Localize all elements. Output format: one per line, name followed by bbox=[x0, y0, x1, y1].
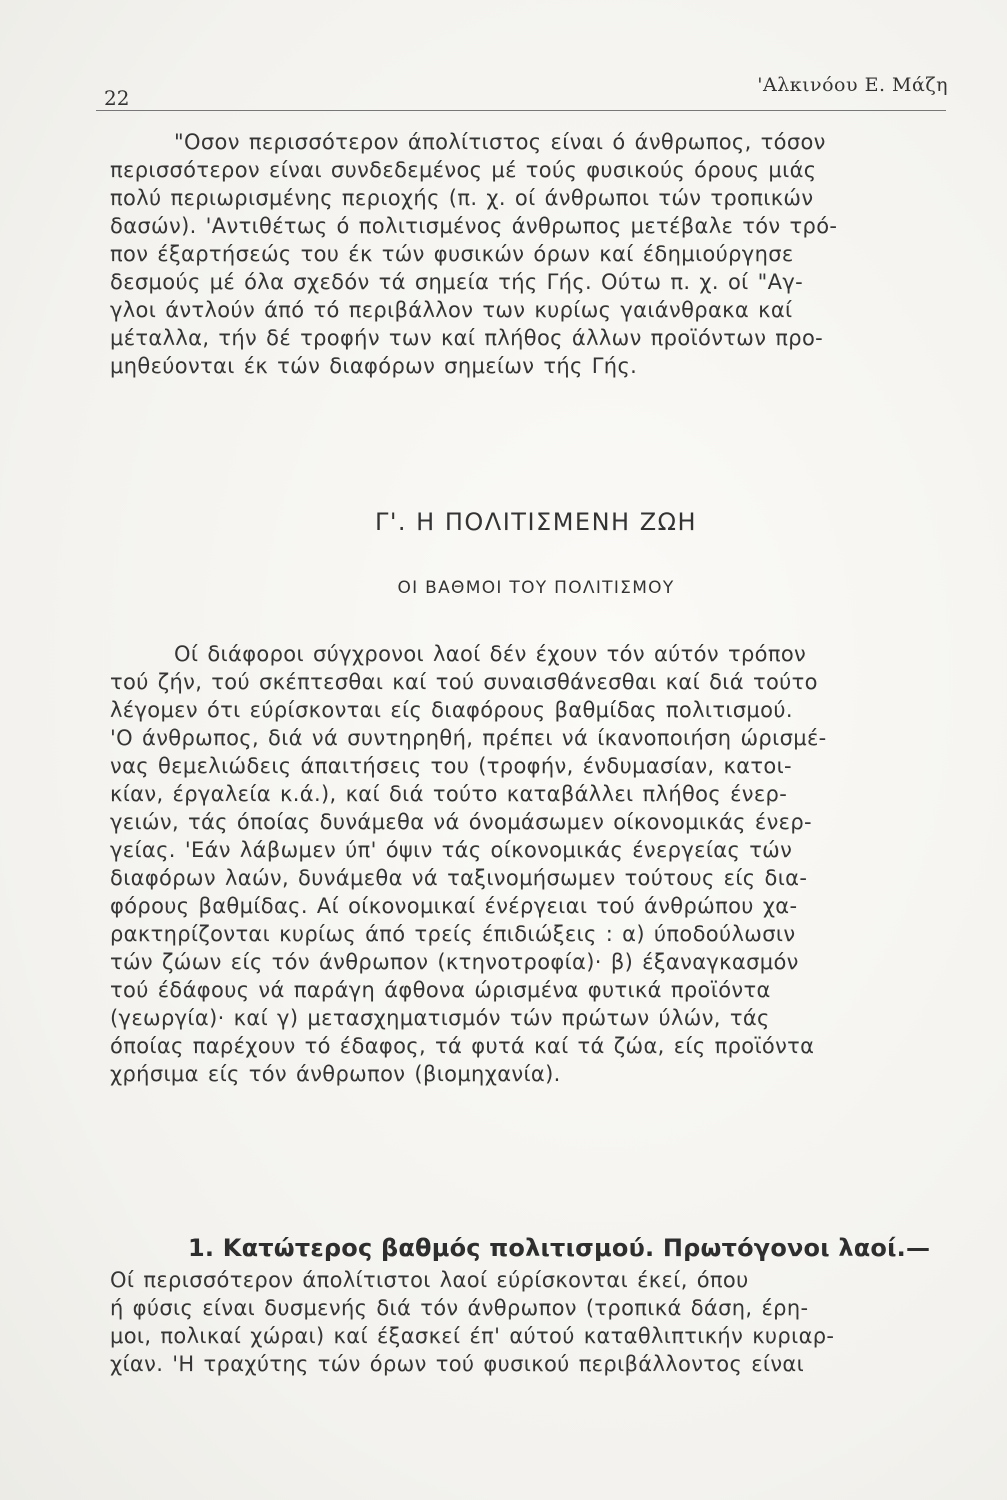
text-line: γειών, τάς όποίας δυνάμεθα νά όνομάσωμεν οίκονομικάς ένερ- bbox=[110, 810, 812, 834]
section-title: 1. Κατώτερος βαθμός πολιτισμού. Πρωτόγονοι λαοί.— bbox=[188, 1234, 931, 1262]
text-line: δεσμούς μέ όλα σχεδόν τά σημεία τής Γής. Ούτω π. χ. οί "Αγ- bbox=[110, 270, 804, 294]
text-line: νας θεμελιώδεις άπαιτήσεις του (τροφήν, ένδυμασίαν, κατοι- bbox=[110, 754, 792, 778]
text-line: όποίας παρέχουν τό έδαφος, τά φυτά καί τά ζώα, είς προϊόντα bbox=[110, 1034, 815, 1058]
page-number: 22 bbox=[104, 86, 130, 110]
text-line: ή φύσις είναι δυσμενής διά τόν άνθρωπον (τροπικά δάση, έρη- bbox=[110, 1296, 809, 1320]
text-line: χίαν. 'Η τραχύτης τών όρων τού φυσικού περιβάλλοντος είναι bbox=[110, 1352, 805, 1376]
chapter-heading: Γ'. Η ΠΟΛΙΤΙΣΜΕΝΗ ΖΩΗ bbox=[374, 508, 698, 536]
text-line: γείας. 'Εάν λάβωμεν ύπ' όψιν τάς οίκονομικάς ένεργείας τών bbox=[110, 838, 793, 862]
text-line: μηθεύονται έκ τών διαφόρων σημείων τής Γής. bbox=[110, 354, 638, 378]
text-line: πολύ περιωρισμένης περιοχής (π. χ. οί άνθρωποι τών τροπικών bbox=[110, 186, 814, 210]
section-subheading: ΟΙ ΒΑΘΜΟΙ ΤΟΥ ΠΟΛΙΤΙΣΜΟΥ bbox=[397, 578, 675, 598]
text-line: φόρους βαθμίδας. Αί οίκονομικαί ένέργειαι τού άνθρώπου χα- bbox=[110, 894, 798, 918]
text-line: (γεωργία)· καί γ) μετασχηματισμόν τών πρώτων ύλών, τάς bbox=[110, 1006, 770, 1030]
text-line: πον έξαρτήσεώς του έκ τών φυσικών όρων καί έδημιούργησε bbox=[110, 242, 794, 266]
section-1 bbox=[110, 1234, 970, 1378]
text-line: ρακτηρίζονται κυρίως άπό τρείς έπιδιώξεις : α) ύποδούλωσιν bbox=[110, 922, 796, 946]
paragraph-2 bbox=[110, 640, 962, 1088]
text-line: Οί διάφοροι σύγχρονοι λαοί δέν έχουν τόν αύτόν τρόπον bbox=[174, 642, 807, 666]
text-line: γλοι άντλούν άπό τό περιβάλλον των κυρίως γαιάνθρακα καί bbox=[110, 298, 793, 322]
text-line: τών ζώων είς τόν άνθρωπον (κτηνοτροφία)· β) έξαναγκασμόν bbox=[110, 950, 799, 974]
text-line: μοι, πολικαί χώραι) καί έξασκεί έπ' αύτού καταθλιπτικήν κυριαρ- bbox=[110, 1324, 835, 1348]
running-head: 'Αλκινόου Ε. Μάζη bbox=[757, 74, 948, 96]
text-line: κίαν, έργαλεία κ.ά.), καί διά τούτο καταβάλλει πλήθος ένερ- bbox=[110, 782, 788, 806]
text-line: μέταλλα, τήν δέ τροφήν των καί πλήθος άλλων προϊόντων προ- bbox=[110, 326, 824, 350]
text-line: 'Ο άνθρωπος, διά νά συντηρηθή, πρέπει νά ίκανοποιήση ώρισμέ- bbox=[110, 726, 827, 750]
header-rule bbox=[96, 110, 946, 111]
text-line: "Οσον περισσότερον άπολίτιστος είναι ό άνθρωπος, τόσον bbox=[174, 130, 826, 154]
text-line: Οί περισσότερον άπολίτιστοι λαοί εύρίσκονται έκεί, όπου bbox=[110, 1268, 749, 1292]
paragraph-1 bbox=[110, 128, 962, 380]
text-line: περισσότερον είναι συνδεδεμένος μέ τούς φυσικούς όρους μιάς bbox=[110, 158, 817, 182]
text-line: τού ζήν, τού σκέπτεσθαι καί τού συναισθάνεσθαι καί διά τούτο bbox=[110, 670, 818, 694]
text-line: χρήσιμα είς τόν άνθρωπον (βιομηχανία). bbox=[110, 1062, 561, 1086]
text-line: λέγομεν ότι εύρίσκονται είς διαφόρους βαθμίδας πολιτισμού. bbox=[110, 698, 793, 722]
page-header bbox=[96, 68, 956, 108]
text-line: δασών). 'Αντιθέτως ό πολιτισμένος άνθρωπος μετέβαλε τόν τρό- bbox=[110, 214, 838, 238]
text-line: διαφόρων λαών, δυνάμεθα νά ταξινομήσωμεν τούτους είς δια- bbox=[110, 866, 808, 890]
text-line: τού έδάφους νά παράγη άφθονα ώρισμένα φυτικά προϊόντα bbox=[110, 978, 771, 1002]
